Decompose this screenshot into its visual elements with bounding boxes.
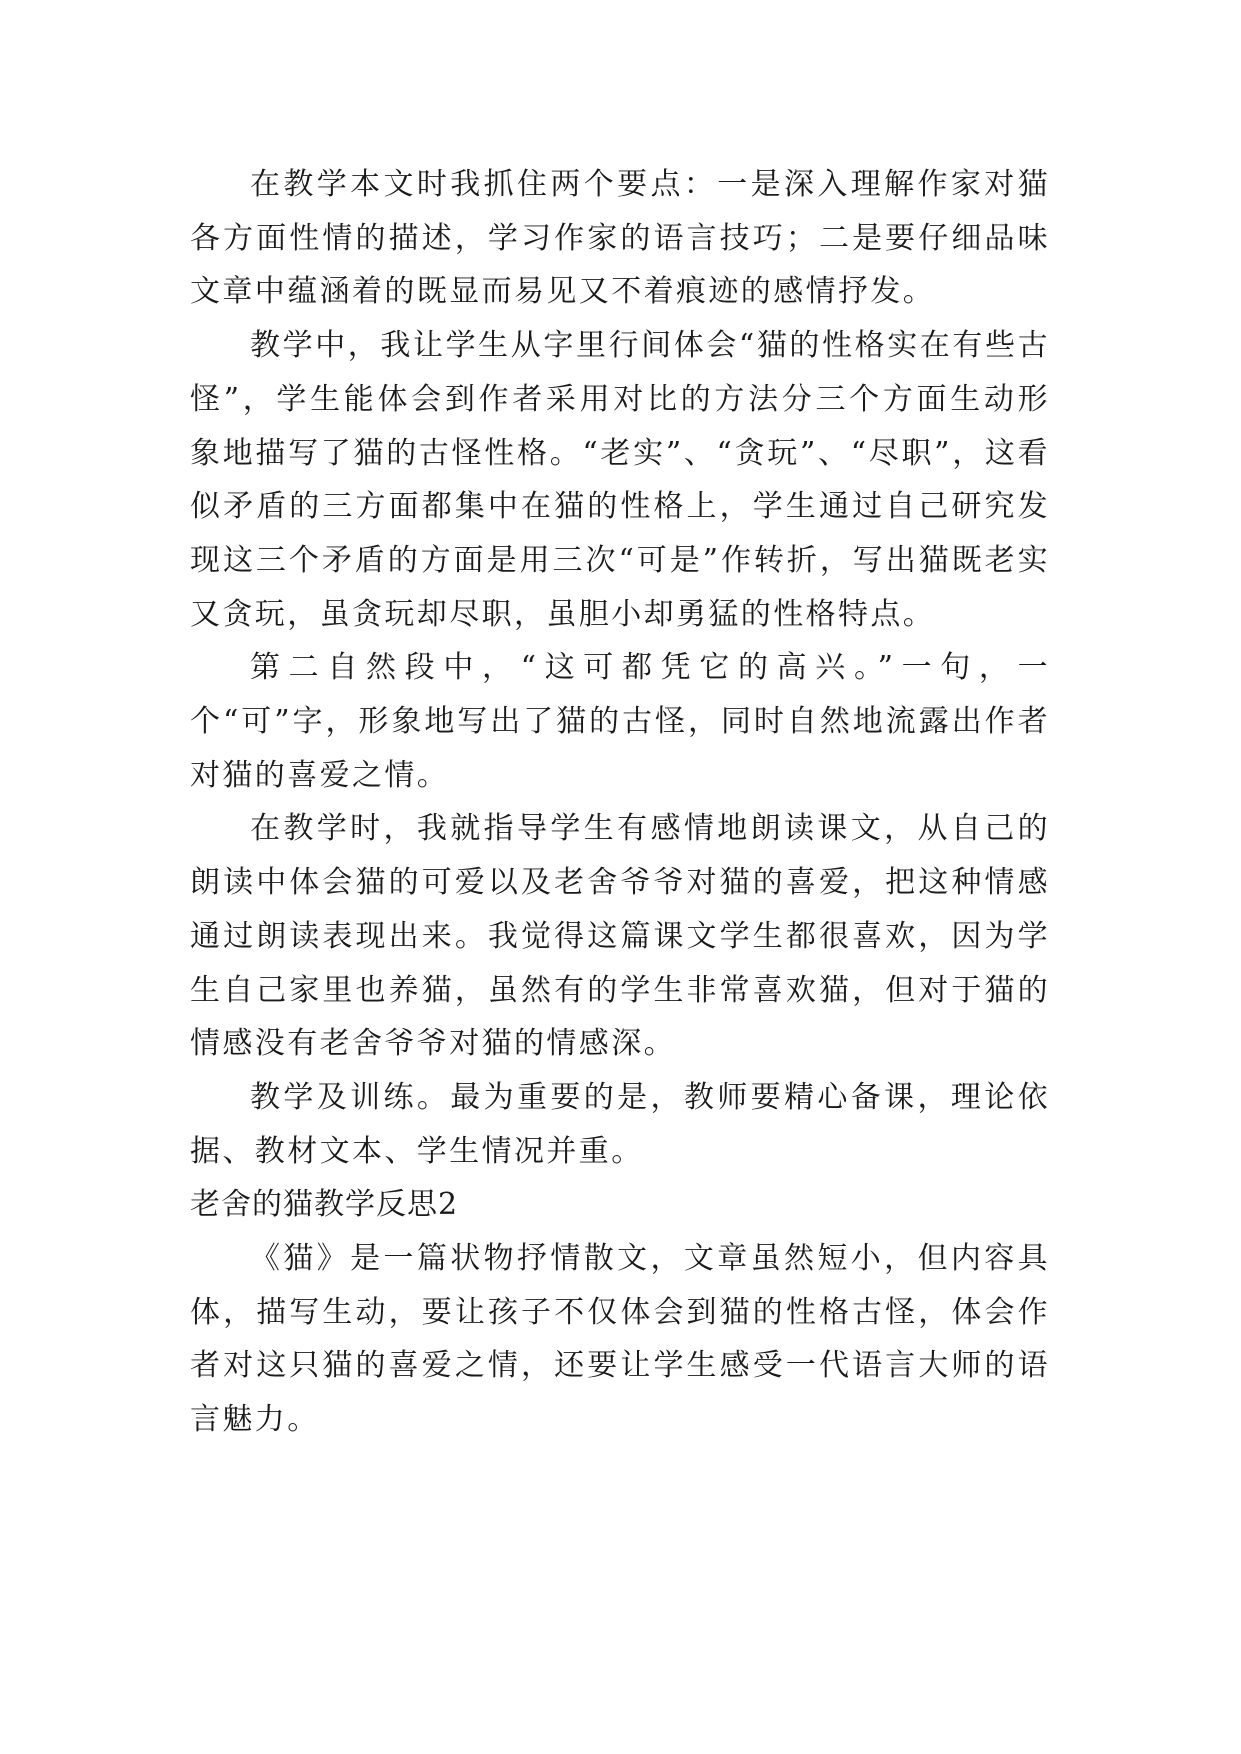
paragraph: 《猫》是一篇状物抒情散文，文章虽然短小，但内容具体，描写生动，要让孩子不仅体会到猫的性格古怪，体会作者对这只猫的喜爱之情，还要让学生感受一代语言大师的语言魅力。 <box>190 1241 1050 1438</box>
paragraph: 在教学本文时我抓住两个要点：一是深入理解作家对猫各方面性情的描述，学习作家的语言技巧；二是要仔细品味文章中蕴涵着的既显而易见又不着痕迹的感情抒发。 <box>190 167 1050 310</box>
paragraph: 在教学时，我就指导学生有感情地朗读课文，从自己的朗读中体会猫的可爱以及老舍爷爷对猫的喜爱，把这种情感通过朗读表现出来。我觉得这篇课文学生都很喜欢，因为学生自己家里也养猫，虽然有的学生非常喜欢猫，但对于猫的情感没有老舍爷爷对猫的情感深。 <box>190 811 1050 1062</box>
paragraph: 第二自然段中，“这可都凭它的高兴。”一句，一个“可”字，形象地写出了猫的古怪，同时自然地流露出作者对猫的喜爱之情。 <box>190 650 1050 793</box>
document-body <box>190 158 1050 1447</box>
paragraph: 教学中，我让学生从字里行间体会“猫的性格实在有些古怪”，学生能体会到作者采用对比的方法分三个方面生动形象地描写了猫的古怪性格。“老实”、“贪玩”、“尽职”，这看似矛盾的三方面都集中在猫的性格上，学生通过自己研究发现这三个矛盾的方面是用三次“可是”作转折，写出猫既老实又贪玩，虽贪玩却尽职，虽胆小却勇猛的性格特点。 <box>190 328 1050 632</box>
paragraph: 教学及训练。最为重要的是，教师要精心备课，理论依据、教材文本、学生情况并重。 <box>190 1079 1050 1169</box>
section-title: 老舍的猫教学反思2 <box>190 1187 459 1223</box>
